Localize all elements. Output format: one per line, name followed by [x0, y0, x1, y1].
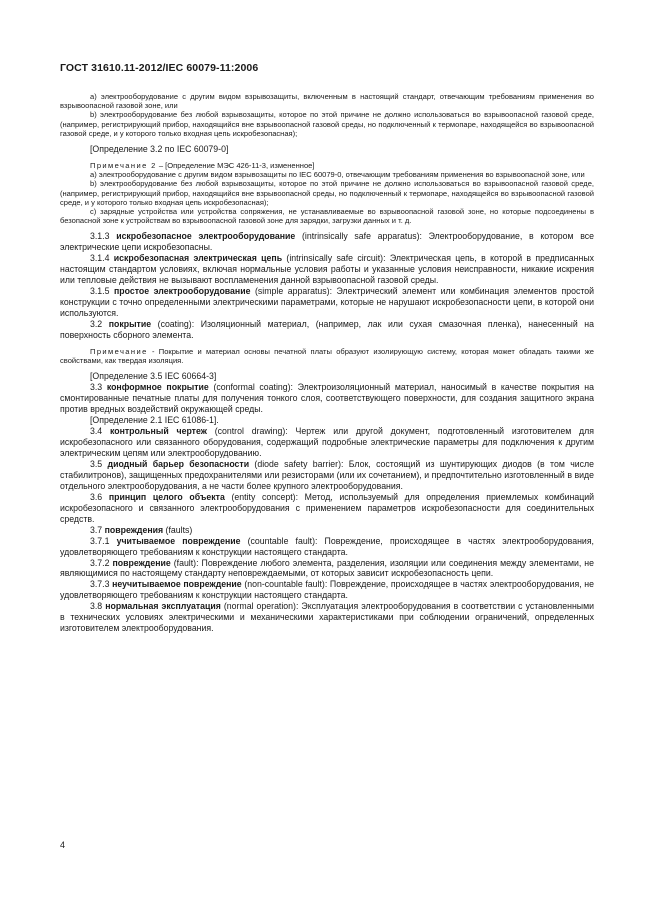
clause-number: 3.7	[90, 524, 105, 535]
term: повреждение	[112, 557, 171, 568]
clause-number: 3.7.3	[90, 579, 113, 590]
term: учитываемое повреждение	[116, 535, 241, 546]
clause-number: 3.7.2	[90, 557, 113, 568]
clause-number: 3.1.5	[90, 286, 114, 297]
document-body	[60, 92, 594, 634]
note-heading	[60, 161, 594, 170]
term: конформное покрытие	[106, 382, 209, 393]
list-item: a) электрооборудование с другим видом взрывозащиты по IEC 60079-0, отвечающим требованиям применения во взрывоопасной зоне, или	[90, 170, 585, 180]
term-english: faults	[168, 524, 190, 535]
page-number: 4	[60, 840, 66, 850]
clause-number: 3.4	[90, 426, 110, 437]
term-paren: (	[163, 524, 169, 535]
note-text: - Покрытие и материал основы печатной платы образуют изолирующую систему, которая может обладать такими же свойствами, как твердая изоляция.	[60, 346, 594, 366]
definition-reference: [Определение 2.1 IEC 61086-1].	[90, 415, 219, 426]
term-3-3	[60, 382, 594, 415]
term-definition: (fault): Повреждение любого элемента, разделения, изоляции или соединения между элементами, не являющимися по настоящему стандарту неповреждаемыми, от которых зависит искробезопасность цепи.	[60, 557, 594, 579]
term-3-2	[60, 319, 594, 341]
term-definition: (control drawing): Чертеж или другой документ, подготовленный изготовителем для искробезопасного или связанного оборудования, содержащий подробные электрические параметры для подключения к другим электрическим цепям или электрооборудованию.	[60, 426, 594, 458]
term-3-7	[60, 525, 594, 536]
term-3-6	[60, 492, 594, 525]
note-text: – [Определение МЭС 426-11-3, измененное]	[156, 160, 315, 170]
note	[60, 347, 594, 365]
term-definition: (entity concept): Метод, используемый для определения приемлемых комбинаций искробезопасного и связанного электрооборудования с применением параметров искробезопасности для соединительных средств.	[60, 491, 594, 524]
clause-number: 3.7.1	[90, 535, 117, 546]
term: искробезопасное электрооборудование	[116, 231, 296, 242]
list-item: b) электрооборудование без любой взрывозащиты, которое по этой причине не должно использоваться во взрывоопасной газовой среде, (например, регистрирующий прибор, находящийся вне взрывоопасной среды, но подключенный к термопаре, находящейся во взрывоопасной газовой среде, и у которого только входная цепь искробезопасная);	[60, 179, 594, 207]
term: искробезопасная электрическая цепь	[113, 253, 283, 264]
clause-number: 3.5	[90, 458, 108, 469]
clause-number: 3.1.4	[90, 253, 114, 264]
term: контрольный чертеж	[109, 426, 207, 437]
term: простое электрооборудование	[114, 286, 251, 297]
clause-number: 3.3	[90, 382, 107, 393]
term-3-7-3	[60, 579, 594, 601]
term-3-1-3	[60, 231, 594, 253]
note-label: Примечание 2	[90, 160, 157, 170]
term: повреждения	[104, 524, 164, 535]
clause-number: 3.2	[90, 319, 109, 330]
clause-number: 3.8	[90, 601, 106, 612]
term-3-7-2	[60, 558, 594, 580]
term-3-1-5	[60, 286, 594, 319]
term-definition: (normal operation): Эксплуатация электрооборудования в соответствии с установленными в технических условиях электрическими и механическими характеристиками при соблюдении ограничений, определенных изготовителем электрооборудования.	[60, 601, 594, 634]
term-definition: (diode safety barrier): Блок, состоящий из шунтирующих диодов (в том числе стабилитронов), защищенных предохранителями или резисторами (или их сочетанием), и предпочтительно изготовленный в виде отдельного электрооборудования, а не части более крупного электрооборудования.	[60, 458, 594, 491]
term-3-7-1	[60, 536, 594, 558]
list-item: c) зарядные устройства или устройства сопряжения, не устанавливаемые во взрывоопасной газовой зоне, но которые подсоединены в безопасной зоне к устройствам во взрывоопасной газовой зоне для зарядки, загрузки данных и т. д.	[60, 206, 594, 226]
clause-number: 3.6	[90, 491, 109, 502]
term: неучитываемое повреждение	[112, 579, 242, 590]
note-label: Примечание	[90, 346, 148, 356]
clause-number: 3.1.3	[90, 231, 117, 242]
term-definition: (simple apparatus): Электрический элемент или комбинация элементов простой конструкции с точно определенными электрическими параметрами, которые не нарушают искробезопасности цепи, в которой они используются.	[60, 286, 594, 319]
term-definition: (coating): Изоляционный материал, (например, лак или сухая смазочная пленка), нанесенный на поверхность сборного элемента.	[60, 319, 594, 340]
list-item: a) электрооборудование с другим видом взрывозащиты, включенным в настоящий стандарт, отвечающим требованиям применения во взрывоопасной газовой зоне, или	[60, 92, 594, 111]
term-3-1-4	[60, 253, 594, 286]
term-3-8	[60, 601, 594, 634]
term-definition: (countable fault): Повреждение, происходящее в частях электрооборудования, удовлетворяющего требованиям к конструкции настоящего стандарта.	[60, 535, 594, 557]
document-header: ГОСТ 31610.11-2012/IEC 60079-11:2006	[60, 62, 259, 74]
definition-reference: [Определение 3.2 по IEC 60079-0]	[90, 144, 229, 155]
term-3-4	[60, 426, 594, 459]
term: покрытие	[108, 319, 152, 330]
term-paren: )	[189, 524, 193, 535]
term-definition: (intrinsically safe apparatus): Электрооборудование, в котором все электрические цепи искробезопасны.	[60, 231, 594, 253]
list-item: b) электрооборудование без любой взрывозащиты, которое по этой причине не должно использоваться во взрывоопасной газовой среде, (например, регистрирующий прибор, находящийся вне взрывоопасной газовой среды, но подключенный к термопаре, находящейся во взрывоопасной газовой среде, и у которого только входная цепь искробезопасная);	[60, 110, 594, 138]
term: принцип целого объекта	[108, 491, 225, 502]
term: диодный барьер безопасности	[107, 458, 250, 469]
definition-reference: [Определение 3.5 IEC 60664-3]	[90, 371, 217, 382]
term-definition: (non-countable fault): Повреждение, происходящее в частях электрооборудования, не удовлетворяющего требованиям к конструкции настоящего стандарта.	[60, 579, 594, 601]
term-definition: (conformal coating): Электроизоляционный материал, наносимый в качестве покрытия на смонтированные печатные платы для получения тонкого слоя, соответствующего поверхности, для создания защитного экрана против вредных воздействий окружающей среды.	[60, 382, 594, 415]
term-definition: (intrinsically safe circuit): Электрическая цепь, в которой в предписанных настоящим стандартом условиях, включая нормальные условия работы и указанные условия неисправности, никакие искрения или тепловые действия не вызывают воспламенения данной взрывоопасной газовой среды.	[60, 253, 594, 286]
term: нормальная эксплуатация	[105, 601, 221, 612]
term-3-5	[60, 459, 594, 492]
